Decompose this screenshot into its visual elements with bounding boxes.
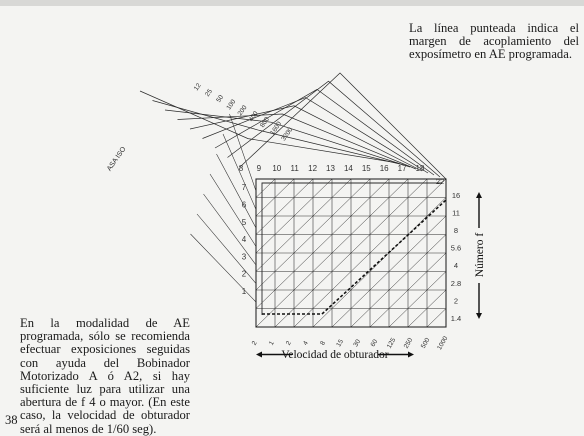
shutter-tick-label: 8: [319, 339, 328, 347]
shutter-tick-label: 4: [302, 339, 310, 347]
y-axis-title: Número f: [474, 232, 486, 278]
grid-ev-diagonal: [351, 235, 446, 328]
asa-value-label: 100: [225, 98, 238, 112]
grid-ev-diagonal: [256, 179, 351, 272]
ev-top-label: 8: [238, 164, 244, 173]
shutter-tick-label: 125: [385, 336, 398, 350]
ev-top-label: 15: [361, 164, 371, 173]
fnumber-tick-label: 5.6: [450, 243, 462, 253]
shutter-tick-label: 1000: [436, 335, 450, 352]
grid-ev-diagonal: [313, 198, 446, 328]
page-number: 38: [5, 413, 18, 427]
fnumber-tick-label: 16: [451, 190, 461, 200]
ev-top-label: 11: [290, 164, 299, 173]
ev-left-label: 1: [241, 287, 247, 296]
grid-ev-diagonal: [256, 179, 313, 235]
asa-value-label: 200: [236, 104, 249, 118]
ev-left-label: 7: [241, 183, 247, 193]
x-axis-arrowhead-left: [256, 352, 262, 358]
ev-top-label: 18: [415, 164, 425, 173]
shutter-tick-label: 500: [419, 336, 432, 350]
ev-top-label: 13: [326, 164, 335, 173]
shutter-tick-label: 2: [284, 339, 293, 347]
shutter-tick-label: 250: [402, 336, 415, 350]
shutter-tick-label: 2: [250, 339, 259, 347]
ev-top-label: 12: [308, 164, 318, 173]
ev-left-label: 6: [241, 200, 247, 210]
shutter-tick-label: 60: [369, 338, 380, 349]
fnumber-tick-label: 1.4: [450, 314, 462, 323]
grid-ev-diagonal: [256, 179, 275, 198]
y-axis-arrowhead-top: [476, 192, 482, 198]
ev-left-label: 4: [241, 235, 247, 245]
ev-top-label: 14: [343, 164, 353, 173]
asa-value-label: 1600: [269, 120, 284, 137]
asa-line-400: [178, 114, 417, 169]
shutter-tick-label: 1: [267, 339, 276, 347]
dotted-line-note: La línea punteada indica el margen de acoplamiento del exposímetro en AE programada.: [409, 21, 579, 62]
asa-lines-group: [140, 73, 446, 302]
shutter-tick-label: 15: [335, 338, 346, 349]
fnumber-tick-label: 2.8: [450, 278, 462, 288]
ev-grid-group: [256, 179, 446, 327]
asa-value-label: 25: [204, 88, 214, 99]
asa-line-50: [215, 89, 434, 175]
grid-ev-diagonal: [427, 309, 446, 328]
asa-line-25: [228, 81, 441, 177]
grid-ev-diagonal: [256, 179, 389, 309]
fnumber-tick-label: 8: [453, 226, 459, 235]
ev-top-label: 9: [256, 164, 262, 173]
y-axis-arrowhead-bottom: [476, 313, 482, 319]
fnumber-tick-label: 22: [435, 177, 445, 186]
asa-iso-title: ASA ISO: [105, 145, 128, 173]
asa-value-label: 400: [247, 110, 260, 124]
ae-program-explanation: En la modalidad de AE programada, sólo se recomienda efectuar exposiciones seguidas con ayuda del Bobinador Motorizado A ó A2, si hay suficiente luz para utilizar una abertura de f 4 o mayor. (En este caso, la velocidad de obturador será al menos de 1/60 seg).: [20, 316, 190, 436]
asa-line-1600: [153, 101, 405, 166]
ev-left-label: 3: [241, 252, 247, 262]
asa-value-label: 12: [192, 82, 203, 93]
ev-top-label: 10: [272, 164, 282, 173]
ev-top-label: 16: [379, 164, 389, 173]
asa-line-3200: [140, 91, 398, 163]
ev-extension-line-5: [217, 154, 257, 228]
fnumber-tick-label: 11: [452, 208, 460, 218]
asa-value-label: 50: [215, 93, 226, 104]
x-axis-title: Velocidad de obturador: [281, 349, 389, 361]
fnumber-tick-label: 2: [453, 296, 459, 306]
ev-left-label: 5: [241, 217, 247, 227]
shutter-tick-label: 30: [352, 338, 363, 349]
fnumber-tick-label: 4: [453, 261, 459, 271]
asa-value-label: 3200: [280, 126, 295, 143]
x-axis-arrowhead-right: [408, 352, 414, 358]
asa-value-label: 800: [258, 116, 271, 129]
ev-top-label: 17: [397, 164, 407, 173]
grid-ev-diagonal: [389, 272, 446, 328]
ev-left-label: 2: [241, 269, 247, 279]
